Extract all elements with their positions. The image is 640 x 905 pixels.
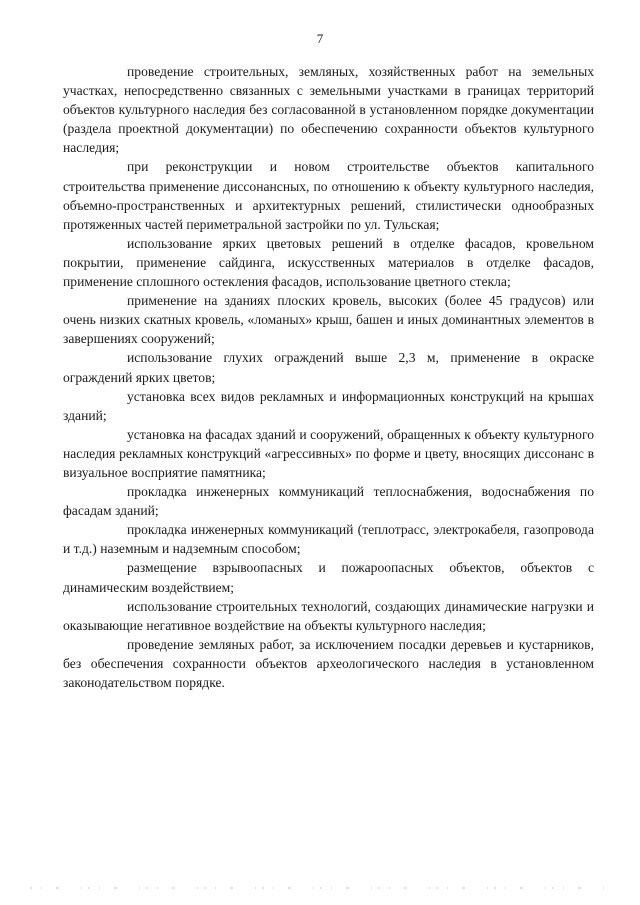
paragraph: использование строительных технологий, создающих динамические нагрузки и оказывающие негативное воздействие на объекты культурного наследия; <box>63 598 594 633</box>
paragraph: проведение земляных работ, за исключением посадки деревьев и кустарников, без обеспечения сохранности объектов археологического наследия в установленном законодательством порядке. <box>63 636 594 690</box>
document-body <box>63 62 594 692</box>
paragraph: установка на фасадах зданий и сооружений, обращенных к объекту культурного наследия рекламных конструкций «агрессивных» по форме и цвету, вносящих диссонанс в визуальное восприятие памятника; <box>63 426 594 480</box>
paragraph: использование ярких цветовых решений в отделке фасадов, кровельном покрытии, применение сайдинга, искусственных материалов в отделке фасадов, применение сплошного остекления фасадов, использование цветного стекла; <box>63 235 594 290</box>
paragraph: установка всех видов рекламных и информационных конструкций на крышах зданий; <box>63 388 594 423</box>
paragraph: при реконструкции и новом строительстве объектов капитального строительства применение диссонансных, по отношению к объекту культурного наследия, объемно-пространственных и архитектурных решений, стилистически однообразных протяженных частей периметральной застройки по ул. Тульская; <box>63 159 594 232</box>
paragraph: использование глухих ограждений выше 2,3 м, применение в окраске ограждений ярких цветов; <box>63 350 594 385</box>
paragraph: применение на зданиях плоских кровель, высоких (более 45 градусов) или очень низких скатных кровель, «ломаных» крыш, башен и иных доминантных элементов в завершениях сооружений; <box>63 293 594 347</box>
page-number: 7 <box>316 31 324 46</box>
paragraph: размещение взрывоопасных и пожароопасных объектов, объектов с динамическим воздействием; <box>63 560 594 595</box>
paragraph: прокладка инженерных коммуникаций теплоснабжения, водоснабжения по фасадам зданий; <box>63 484 594 519</box>
paragraph: прокладка инженерных коммуникаций (теплотрасс, электрокабеля, газопровода и т.д.) наземным и надземным способом; <box>63 522 594 557</box>
paragraph: проведение строительных, земляных, хозяйственных работ на земельных участках, непосредственно связанных с земельными участками в границах территорий объектов культурного наследия без согласованной в установленном порядке документации (раздела проектной документации) по обеспечению сохранности объектов культурного наследия; <box>63 64 594 156</box>
scan-artifact-line <box>30 886 610 890</box>
